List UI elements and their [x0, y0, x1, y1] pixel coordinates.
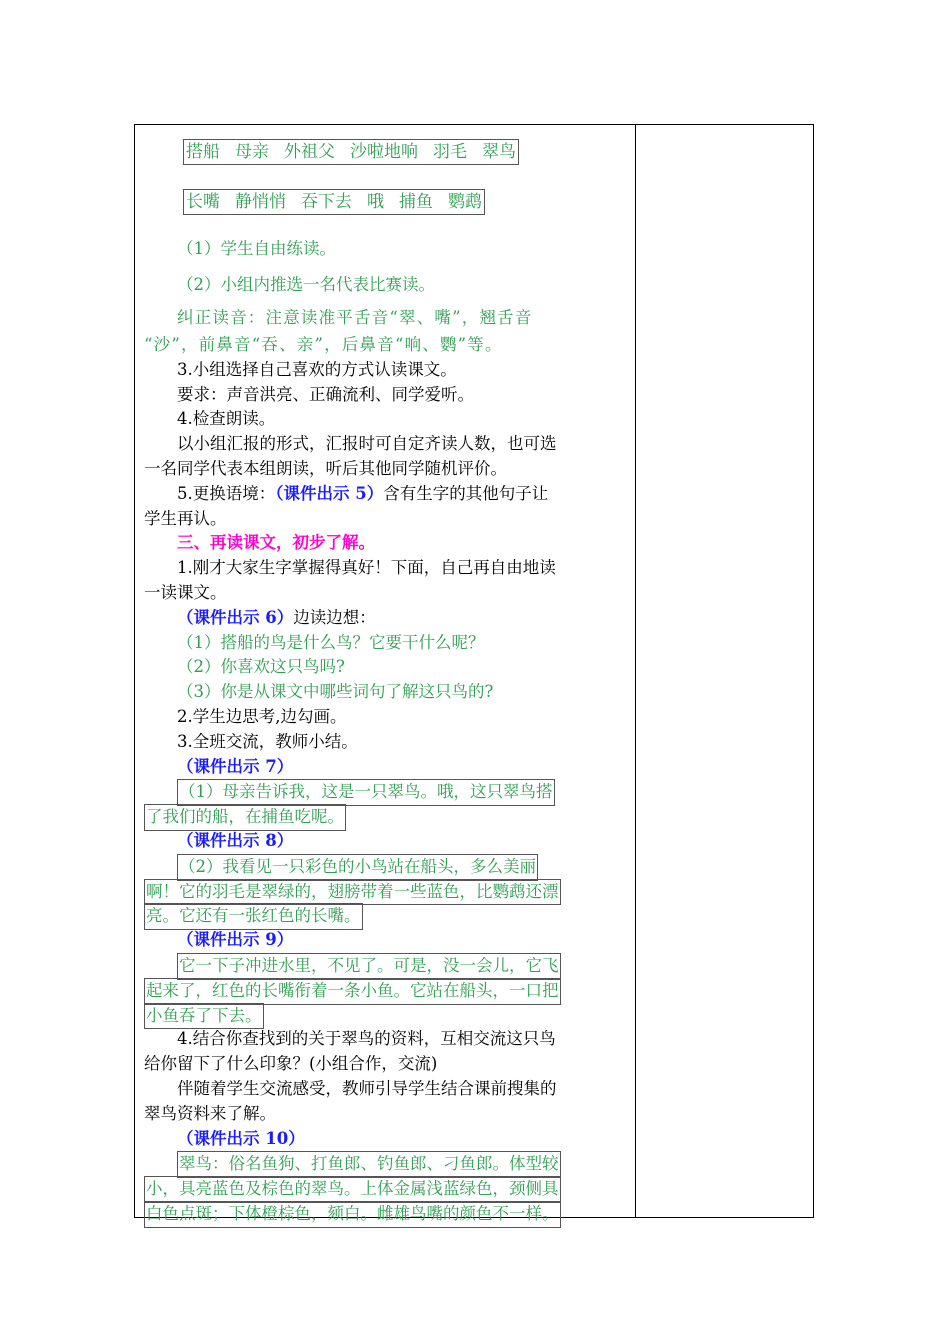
- question-line: （3）你是从课文中哪些词句了解这只鸟的?: [177, 682, 494, 702]
- text-line: 4.结合你查找到的关于翠鸟的资料，互相交流这只鸟: [177, 1029, 556, 1049]
- word: 吞下去: [301, 192, 352, 212]
- quote-box: 小鱼吞了下去。: [144, 1003, 264, 1030]
- text-span: 5.更换语境：: [177, 483, 276, 503]
- quote-line: [144, 903, 630, 928]
- quote-line: [144, 804, 630, 829]
- word: 沙啦地响: [350, 142, 418, 162]
- word-box-2: [183, 189, 485, 215]
- word: 外祖父: [284, 142, 335, 162]
- text-line: 以小组汇报的形式，汇报时可自定齐读人数，也可选: [177, 434, 557, 454]
- word-row-2: [144, 179, 630, 231]
- word: 母亲: [235, 142, 269, 162]
- courseware-label: （课件出示 5）: [275, 483, 384, 503]
- quote-box: 翠鸟：俗名鱼狗、打鱼郎、钓鱼郎、刁鱼郎。体型较: [177, 1151, 561, 1178]
- text-line: 翠鸟资料来了解。: [144, 1103, 276, 1123]
- text-span: 边读边想：: [293, 607, 376, 627]
- quote-box: 了我们的船，在捕鱼吃呢。: [144, 804, 346, 831]
- text-line: 2.学生边思考,边勾画。: [177, 706, 347, 726]
- quote-line: [144, 1151, 630, 1176]
- text-line: （2）小组内推选一名代表比赛读。: [177, 275, 435, 294]
- text-line: 伴随着学生交流感受，教师引导学生结合课前搜集的: [177, 1078, 557, 1098]
- text-line: [144, 482, 630, 507]
- text-line: 纠正读音：注意读准平舌音“翠、嘴”，翘舌音: [177, 308, 533, 327]
- text-line: 4.检查朗读。: [177, 409, 276, 429]
- quote-box: 小，具亮蓝色及棕色的翠鸟。上体金属浅蓝绿色，颈侧具: [144, 1176, 561, 1203]
- column-divider: [635, 125, 636, 1217]
- word: 羽毛: [433, 142, 467, 162]
- question-line: （1）搭船的鸟是什么鸟？它要干什么呢？: [177, 632, 485, 652]
- text-line: 要求：声音洪亮、正确流利、同学爱听。: [177, 384, 474, 404]
- text-span: 含有生字的其他句子让: [383, 483, 549, 503]
- quote-line: [144, 953, 630, 978]
- quote-box: 起来了，红色的长嘴衔着一条小鱼。它站在船头，一口把: [144, 978, 561, 1005]
- text-line: 一名同学代表本组朗读，听后其他同学随机评价。: [144, 458, 507, 478]
- courseware-label: （课件出示 6）: [177, 607, 294, 627]
- section-heading: 三、再读课文，初步了解。: [177, 533, 375, 553]
- quote-box: （1）母亲告诉我，这是一只翠鸟。哦，这只翠鸟搭: [177, 779, 555, 806]
- quote-line: [144, 978, 630, 1003]
- quote-line: [144, 1003, 630, 1028]
- lesson-content-cell: [144, 129, 630, 1226]
- word: 长嘴: [186, 192, 220, 212]
- quote-line: [144, 879, 630, 904]
- quote-line: [144, 1176, 630, 1201]
- quote-box: （2）我看见一只彩色的小鸟站在船头，多么美丽: [177, 854, 538, 881]
- quote-box: 它一下子冲进水里，不见了。可是，没一会儿，它飞: [177, 953, 561, 980]
- courseware-label: （课件出示 7）: [177, 756, 294, 776]
- quote-line: [144, 854, 630, 879]
- text-line: 一读课文。: [144, 582, 227, 602]
- text-line: 给你留下了什么印象？(小组合作，交流): [144, 1054, 438, 1074]
- quote-line: [144, 1201, 630, 1226]
- word: 哦: [367, 192, 384, 212]
- courseware-label: （课件出示 8）: [177, 830, 294, 850]
- courseware-label: （课件出示 10）: [177, 1128, 305, 1148]
- text-line: 学生再认。: [144, 508, 227, 528]
- quote-box: 亮。它还有一张红色的长嘴。: [144, 903, 363, 930]
- word: 捕鱼: [399, 192, 433, 212]
- quote-box: 啊！它的羽毛是翠绿的，翅膀带着一些蓝色，比鹦鹉还漂: [144, 879, 561, 906]
- word-box-1: [183, 139, 519, 165]
- word-row-1: [144, 129, 630, 179]
- lesson-table: [134, 124, 814, 1223]
- text-line: 3.小组选择自己喜欢的方式认读课文。: [177, 359, 457, 379]
- quote-box: 白色点斑；下体橙棕色，颏白。雌雄鸟嘴的颜色不一样。: [144, 1201, 561, 1228]
- text-line: 3.全班交流，教师小结。: [177, 731, 358, 751]
- text-line: “沙”，前鼻音“吞、亲”，后鼻音“响、鹦”等。: [144, 335, 503, 354]
- question-line: （2）你喜欢这只鸟吗?: [177, 657, 345, 677]
- courseware-label: （课件出示 9）: [177, 930, 294, 950]
- text-line: [144, 606, 630, 631]
- quote-line: [144, 779, 630, 804]
- word: 搭船: [186, 142, 220, 162]
- word: 静悄悄: [235, 192, 286, 212]
- word: 翠鸟: [482, 142, 516, 162]
- text-line: 1.刚才大家生字掌握得真好！下面，自己再自由地读: [177, 558, 556, 578]
- word: 鹦鹉: [448, 192, 482, 212]
- text-line: （1）学生自由练读。: [177, 239, 336, 258]
